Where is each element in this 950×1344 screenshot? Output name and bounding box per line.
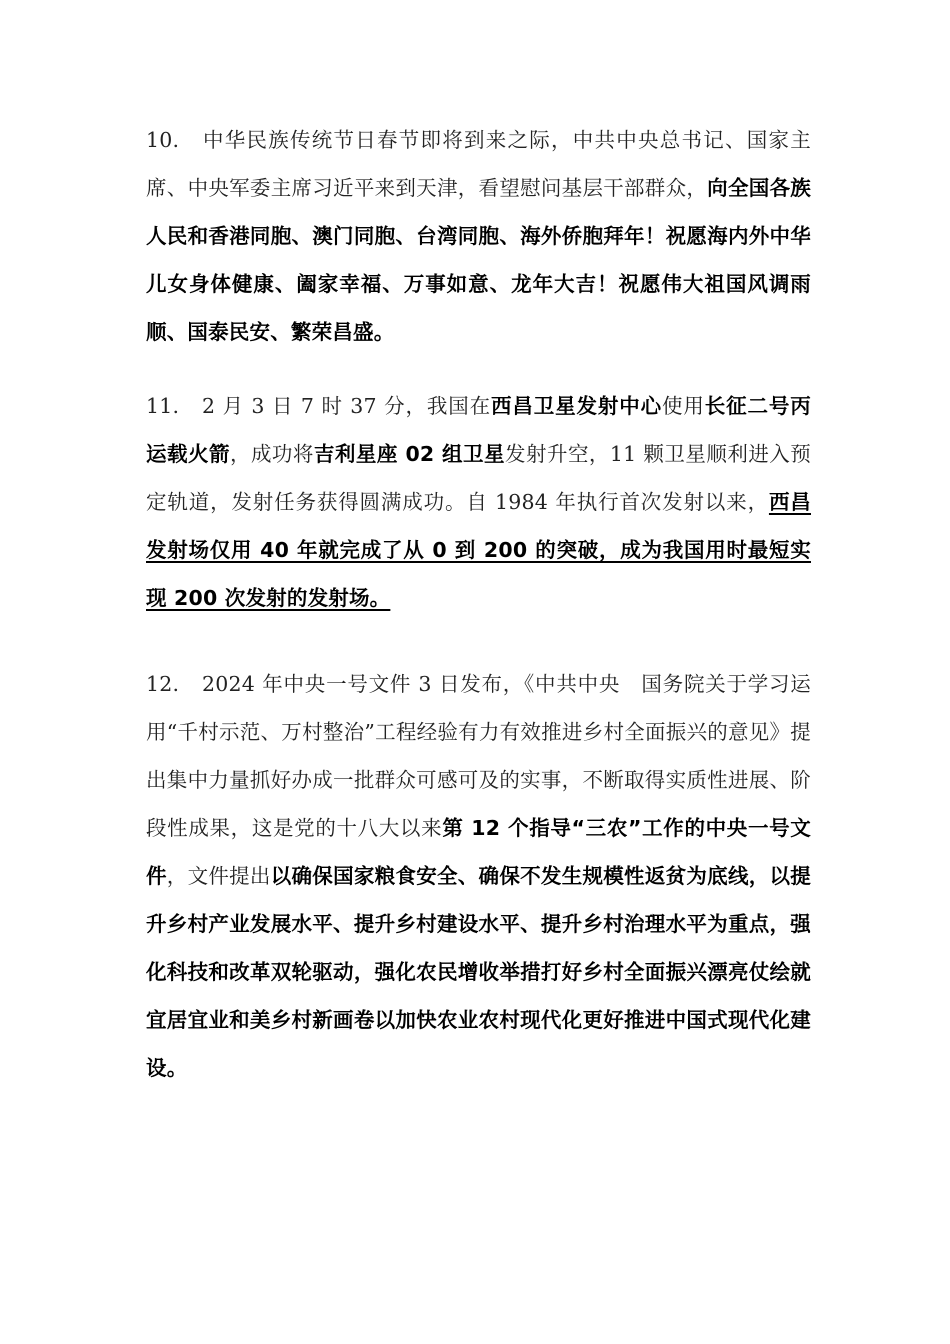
item-text: 使用: [662, 394, 705, 418]
item-text: 中华民族传统节日春节即将到来之际，中共中央总书记、国家主席、中央军委主席习近平来到天津，看望慰问基层干部群众，: [146, 128, 811, 200]
news-item-11: [146, 382, 811, 622]
item-highlight: 向全国各族人民和香港同胞、澳门同胞、台湾同胞、海外侨胞拜年！祝愿海内外中华儿女身体健康、阖家幸福、万事如意、龙年大吉！祝愿伟大祖国风调雨顺、国泰民安、繁荣昌盛。: [146, 176, 812, 344]
item-highlight: 长征二号丙运载火箭: [146, 394, 812, 466]
item-number: 11.: [146, 394, 180, 418]
item-number: 12.: [146, 672, 180, 696]
item-text: ，成功将: [229, 442, 314, 466]
item-text: 发射升空，11 颗卫星顺利进入预定轨道，发射任务获得圆满成功。自 1984 年执行首次发射以来，: [146, 442, 811, 514]
item-number: 10.: [146, 128, 180, 152]
item-underlined-highlight: 西昌发射场仅用 40 年就完成了从 0 到 200 的突破，成为我国用时最短实现 200 次发射的发射场。: [146, 490, 811, 610]
item-highlight: 吉利星座 02 组卫星: [313, 442, 505, 466]
item-highlight: 西昌卫星发射中心: [491, 394, 663, 418]
item-highlight: 第 12 个指导“三农”工作的中央一号文件: [146, 816, 811, 888]
news-item-12: [146, 660, 811, 1092]
item-text: 2024 年中央一号文件 3 日发布，《中共中央 国务院关于学习运用“千村示范、万村整治”工程经验有力有效推进乡村全面振兴的意见》提出集中力量抓好办成一批群众可感可及的实事，不断取得实质性进展、阶段性成果，这是党的十八大以来: [146, 672, 811, 840]
news-item-10: [146, 116, 811, 356]
item-text: 2 月 3 日 7 时 37 分，我国在: [202, 394, 491, 418]
item-highlight: 以确保国家粮食安全、确保不发生规模性返贫为底线，以提升乡村产业发展水平、提升乡村建设水平、提升乡村治理水平为重点，强化科技和改革双轮驱动，强化农民增收举措打好乡村全面振兴漂亮仗绘就宜居宜业和美乡村新画卷以加快农业农村现代化更好推进中国式现代化建设。: [146, 864, 812, 1080]
item-text: ，文件提出: [166, 864, 271, 888]
